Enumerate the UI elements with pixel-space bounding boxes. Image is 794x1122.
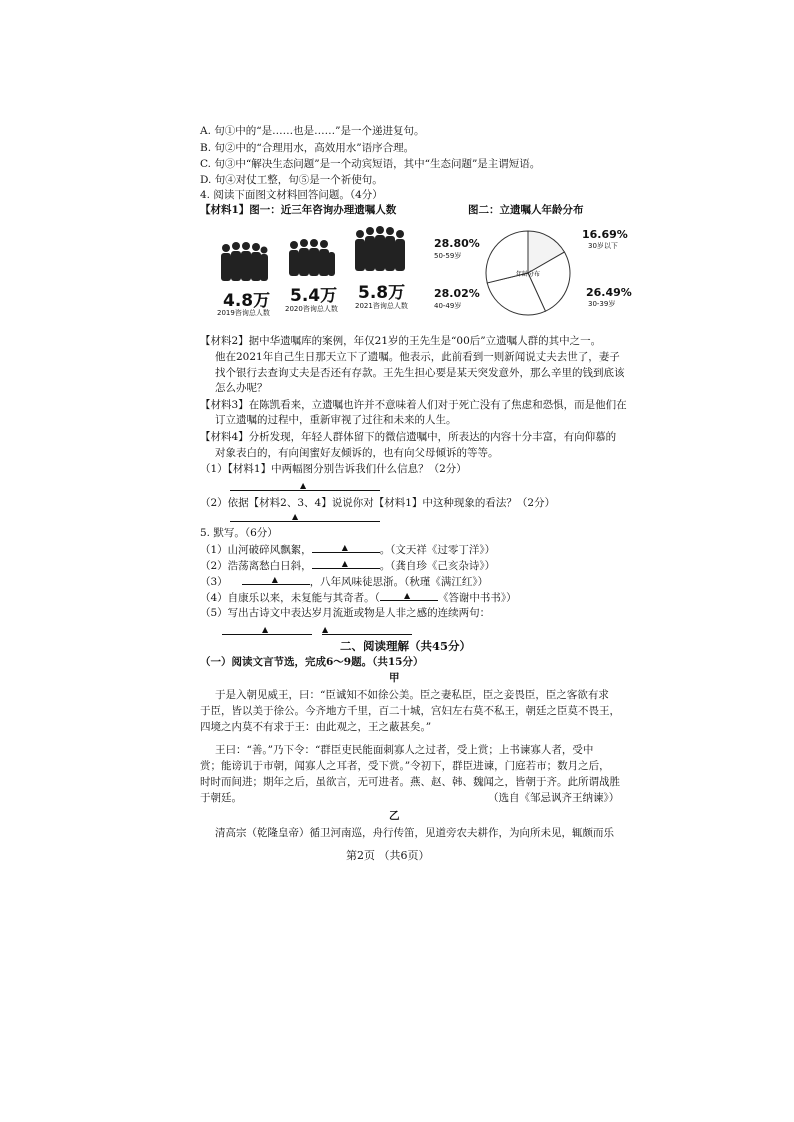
material2-line: 他在2021年自己生日那天立下了遗嘱。他表示，此前看到一则新闻说丈夫去世了，妻子 [215, 351, 620, 363]
blank-4[interactable]: ▲ [380, 590, 438, 601]
q5-item-4 [200, 590, 517, 605]
age-40-49: 40-49岁 [434, 302, 462, 310]
q5-item-5: （5）写出古诗文中表达岁月流逝或物是人非之感的连续两句： [200, 607, 491, 619]
q4-sub1: （1）【材料1】中两幅图分别告诉我们什么信息？（2分） [200, 463, 467, 475]
pct-under-30: 16.69% [582, 228, 628, 241]
material2-line: 【材料2】据中华遗嘱库的案例，年仅21岁的王先生是“00后”立遗嘱人群的其中之一。 [200, 335, 602, 347]
choice-b: B. 句②中的“合理用水，高效用水”语序合理。 [200, 142, 415, 154]
q5-item-2 [200, 558, 495, 573]
amount-2021: 5.8万 [358, 283, 406, 303]
q5-item-2-post: 。（龚自珍《己亥杂诗》） [379, 560, 496, 572]
wang-line: 时时而间进；期年之后，虽欲言，无可进者。燕、赵、韩、魏闻之，皆朝于齐。此所谓战胜 [200, 776, 620, 788]
material4-line: 【材料4】分析发现，年轻人群体留下的微信遗嘱中，所表达的内容十分丰富，有向仰慕的 [200, 431, 617, 443]
q4-header: 4. 阅读下面图文材料回答问题。（4分） [200, 189, 383, 201]
wang-line: 赏；能谤讥于市朝，闻寡人之耳者，受下赏。”令初下，群臣进谏，门庭若市；数月之后， [200, 760, 610, 772]
yi-label: 乙 [389, 810, 400, 822]
caption-2021: 2021咨询总人数 [355, 302, 408, 310]
caption-2020: 2020咨询总人数 [285, 305, 338, 313]
fig1-title: 【材料1】图一：近三年咨询办理遗嘱人数 [200, 204, 397, 216]
section2-title: 二、阅读理解（共45分） [340, 639, 472, 653]
q5-item-3-pre: （3） [200, 576, 228, 588]
wang-line: 于朝廷。 [200, 792, 242, 804]
yi-line: 清高宗（乾隆皇帝）循卫河南巡，舟行传笛，见道旁农夫耕作，为向所未见，辄颇而乐 [215, 827, 614, 839]
wang-line: 王曰：“善。”乃下令：“群臣吏民能面刺寡人之过者，受上赏；上书谏寡人者，受中 [215, 744, 594, 756]
pie-center-label: 年龄分布 [515, 271, 541, 278]
material4-line: 对象表白的，有向闺蜜好友倾诉的，也有向父母倾诉的等等。 [215, 447, 499, 459]
blank-3[interactable]: ▲ [242, 574, 310, 585]
crowd-icon-2020 [286, 238, 336, 280]
blank-2[interactable]: ▲ [312, 558, 380, 569]
q5-item-1-pre: （1）山河破碎风飘絮， [200, 544, 312, 556]
jia-line: 于是入朝见威王，曰：“臣诚知不如徐公美。臣之妻私臣，臣之妾畏臣，臣之客欲有求 [215, 689, 609, 701]
blank-1[interactable]: ▲ [312, 542, 380, 553]
q5-item-4-post: 《答谢中书书》） [437, 592, 517, 604]
choice-d: D. 句④对仗工整，句⑤是一个祈使句。 [200, 174, 383, 186]
section2-sub: （一）阅读文言节选，完成6～9题。（共15分） [200, 656, 424, 668]
material3-line: 订立遗嘱的过程中，重新审视了过往和未来的人生。 [215, 414, 457, 426]
fig2-title: 图二：立遗嘱人年龄分布 [468, 204, 584, 216]
answer-line-1[interactable]: ▲ [230, 490, 380, 491]
q5-item-1 [200, 542, 495, 557]
q5-item-3-post: ，八年风味徒思浙。（秋瑾《满江红》） [309, 576, 489, 588]
material2-line: 怎么办呢？ [215, 382, 268, 394]
jia-label: 甲 [389, 672, 400, 684]
jia-line: 四境之内莫不有求于王：由此观之，王之蔽甚矣。” [200, 721, 432, 733]
choice-a: A. 句①中的“是……也是……”是一个递进复句。 [200, 125, 425, 137]
age-50-59: 50-59岁 [434, 252, 462, 260]
blank-5b[interactable]: ▲ [322, 634, 412, 635]
q5-item-3 [200, 574, 488, 589]
age-under-30: 30岁以下 [588, 242, 618, 250]
q5-item-2-pre: （2）浩荡离愁白日斜， [200, 560, 312, 572]
blank-5a[interactable]: ▲ [222, 634, 312, 635]
pct-40-49: 28.02% [434, 287, 480, 300]
q5-item-4-pre: （4）自康乐以来，未复能与其奇者。（ [200, 592, 380, 604]
q4-sub2: （2）依据【材料2、3、4】说说你对【材料1】中这种现象的看法？（2分） [200, 497, 556, 509]
amount-2020: 5.4万 [290, 286, 338, 306]
source-note: （选自《邹忌讽齐王纳谏》） [488, 792, 620, 804]
crowd-icon-2021 [352, 226, 408, 278]
amount-2019: 4.8万 [223, 291, 271, 311]
age-pie-chart [476, 228, 580, 318]
age-30-39: 30-39岁 [588, 300, 616, 308]
q5-item-1-post: 。（文天祥《过零丁洋》） [379, 544, 496, 556]
crowd-icon-2019 [218, 240, 270, 288]
pct-30-39: 26.49% [586, 286, 632, 299]
material2-line: 找个银行去查询丈夫是否还有存款。王先生担心要是某天突发意外，那么辛里的钱到底该 [215, 367, 625, 379]
choice-c: C. 句③中“解决生态问题”是一个动宾短语，其中“生态问题”是主谓短语。 [200, 158, 541, 170]
pct-50-59: 28.80% [434, 237, 480, 250]
caption-2019: 2019咨询总人数 [217, 309, 270, 317]
answer-line-2[interactable]: ▲ [230, 521, 380, 522]
page-footer: 第2页 （共6页） [346, 849, 430, 862]
material3-line: 【材料3】在陈凯看来，立遗嘱也许并不意味着人们对于死亡没有了焦虑和恐惧，而是他们在 [200, 399, 627, 411]
jia-line: 于臣，皆以美于徐公。今齐地方千里，百二十城，宫妇左右莫不私王，朝廷之臣莫不畏王， [200, 705, 620, 717]
q5-header: 5. 默写。（6分） [200, 527, 278, 539]
